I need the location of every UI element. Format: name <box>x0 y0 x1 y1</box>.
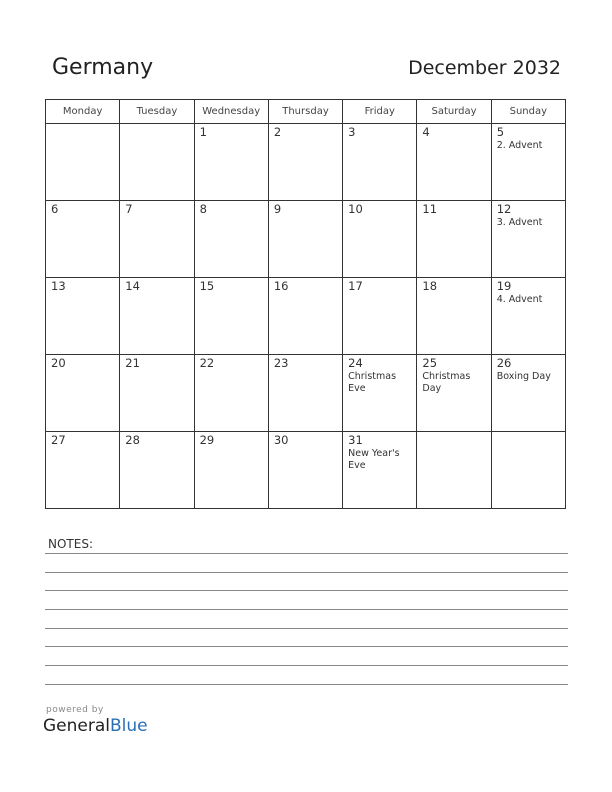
day-cell <box>120 432 194 509</box>
week-row <box>46 355 566 432</box>
weekday-header: Friday <box>343 100 417 124</box>
holiday-label: New Year's Eve <box>348 448 400 471</box>
day-cell <box>491 355 565 432</box>
day-number: 20 <box>51 356 66 370</box>
day-cell <box>194 201 268 278</box>
day-number: 23 <box>273 356 289 370</box>
day-number: 5 <box>496 125 505 139</box>
day-number: 6 <box>51 202 59 216</box>
day-cell <box>268 355 342 432</box>
holiday-label: 2. Advent <box>496 140 543 151</box>
note-line <box>45 609 568 610</box>
day-cell <box>268 432 342 509</box>
day-number: 30 <box>273 433 289 447</box>
day-cell <box>417 278 491 355</box>
day-number: 13 <box>51 279 66 293</box>
day-number: 11 <box>422 202 438 216</box>
month-title: December 2032 <box>408 57 561 79</box>
powered-by-text: powered by <box>46 705 104 715</box>
weekday-header: Tuesday <box>120 100 194 124</box>
empty-day-cell <box>46 124 120 201</box>
day-number: 31 <box>348 433 363 447</box>
holiday-label: 3. Advent <box>496 217 543 228</box>
day-cell <box>417 355 491 432</box>
day-number: 2 <box>273 125 282 139</box>
day-number: 27 <box>51 433 66 447</box>
day-number: 18 <box>422 279 438 293</box>
day-cell <box>120 355 194 432</box>
day-number: 7 <box>125 202 133 216</box>
weekday-header: Thursday <box>268 100 342 124</box>
day-number: 22 <box>199 356 215 370</box>
day-cell <box>343 201 417 278</box>
day-cell <box>46 355 120 432</box>
weekday-header: Wednesday <box>194 100 268 124</box>
day-number: 25 <box>422 356 438 370</box>
holiday-label: Christmas Eve <box>348 371 397 394</box>
weekday-header-row <box>46 100 566 124</box>
day-cell <box>343 432 417 509</box>
day-number: 19 <box>496 279 512 293</box>
day-cell <box>120 278 194 355</box>
day-number: 1 <box>199 125 207 139</box>
note-line <box>45 646 568 647</box>
day-cell <box>46 432 120 509</box>
day-number: 12 <box>496 202 512 216</box>
weekday-header: Saturday <box>417 100 491 124</box>
day-number: 21 <box>125 356 140 370</box>
week-row <box>46 278 566 355</box>
note-line <box>45 590 568 591</box>
day-cell <box>417 201 491 278</box>
day-number: 10 <box>348 202 363 216</box>
note-line <box>45 572 568 573</box>
weekday-header: Monday <box>46 100 120 124</box>
day-cell <box>120 201 194 278</box>
week-row <box>46 124 566 201</box>
day-number: 3 <box>348 125 356 139</box>
day-cell <box>417 124 491 201</box>
day-cell <box>46 278 120 355</box>
notes-label: NOTES: <box>48 537 93 551</box>
note-line <box>45 628 568 629</box>
weekday-header: Sunday <box>491 100 565 124</box>
empty-day-cell <box>120 124 194 201</box>
note-line <box>45 553 568 554</box>
day-cell <box>343 124 417 201</box>
week-row <box>46 201 566 278</box>
empty-day-cell <box>417 432 491 509</box>
day-number: 26 <box>496 356 512 370</box>
note-line <box>45 665 568 666</box>
day-number: 4 <box>422 125 430 139</box>
day-cell <box>194 124 268 201</box>
day-cell <box>194 432 268 509</box>
day-cell <box>194 355 268 432</box>
holiday-label: Christmas Day <box>422 371 471 394</box>
day-number: 9 <box>273 202 282 216</box>
brand-blue: Blue <box>110 716 148 736</box>
day-cell <box>268 278 342 355</box>
day-cell <box>491 278 565 355</box>
brand-logo <box>43 716 148 736</box>
week-row <box>46 432 566 509</box>
day-cell <box>343 355 417 432</box>
note-line <box>45 684 568 685</box>
day-cell <box>46 201 120 278</box>
day-cell <box>268 201 342 278</box>
day-cell <box>343 278 417 355</box>
day-number: 17 <box>348 279 363 293</box>
holiday-label: Boxing Day <box>496 371 551 382</box>
day-number: 8 <box>199 202 207 216</box>
day-number: 24 <box>348 356 363 370</box>
day-cell <box>194 278 268 355</box>
day-cell <box>268 124 342 201</box>
day-number: 16 <box>273 279 289 293</box>
day-cell <box>491 124 565 201</box>
holiday-label: 4. Advent <box>496 294 543 305</box>
empty-day-cell <box>491 432 565 509</box>
day-number: 15 <box>199 279 215 293</box>
day-number: 14 <box>125 279 140 293</box>
country-title: Germany <box>52 55 154 80</box>
day-cell <box>491 201 565 278</box>
brand-general: General <box>43 716 110 736</box>
day-number: 28 <box>125 433 140 447</box>
calendar-grid <box>45 99 566 509</box>
day-number: 29 <box>199 433 215 447</box>
